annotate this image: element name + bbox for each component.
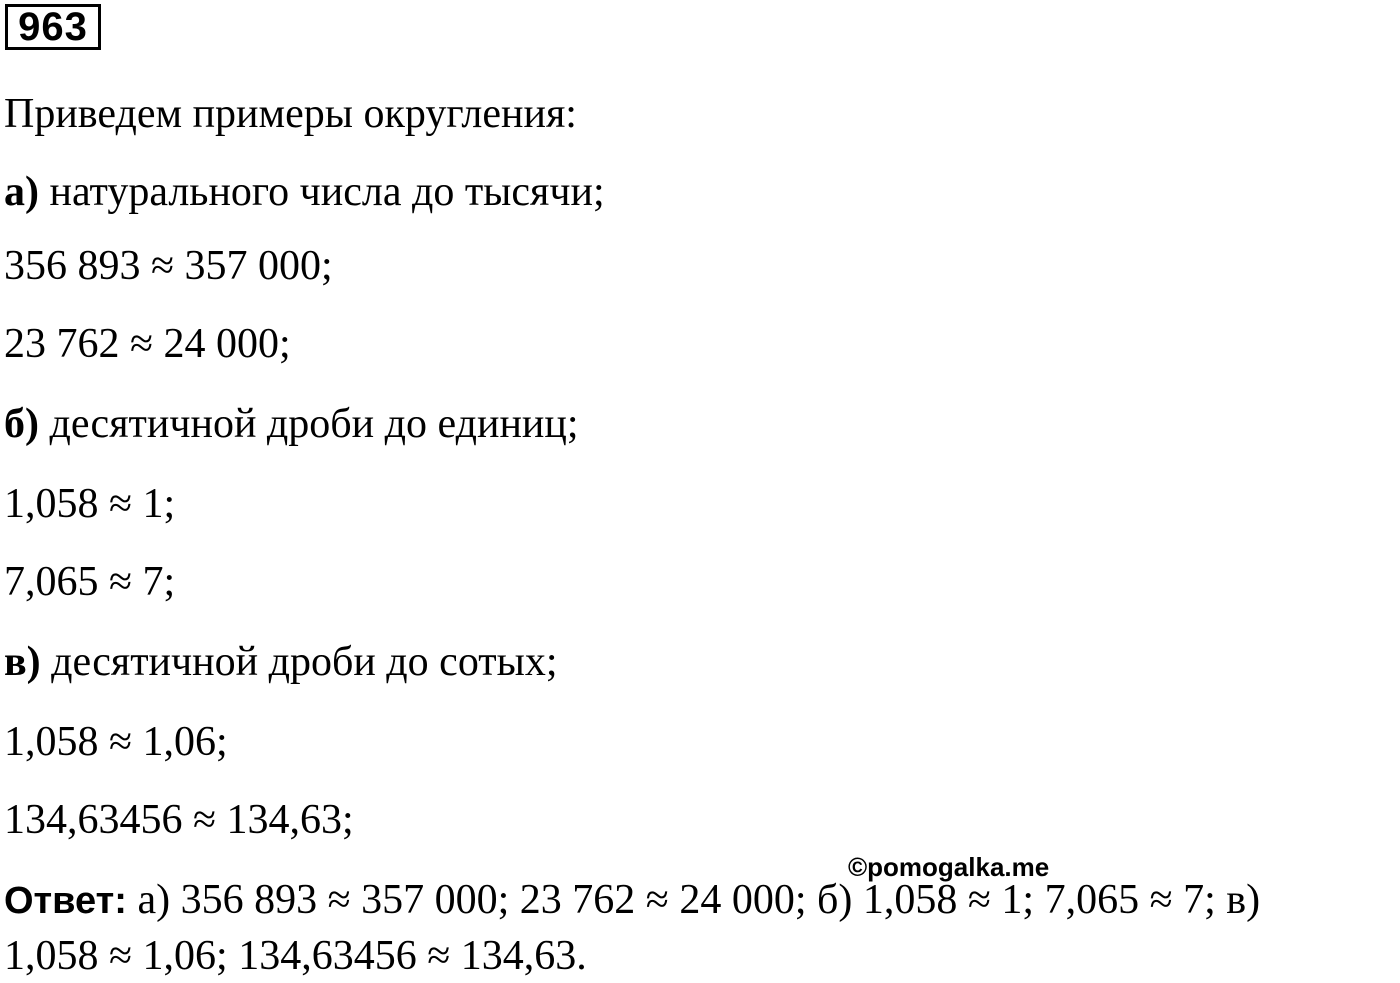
part-c-example-1: 1,058 ≈ 1,06; (4, 719, 228, 765)
answer-line-1 (4, 876, 1260, 925)
part-a-heading (4, 168, 605, 216)
part-b-example-1: 1,058 ≈ 1; (4, 481, 176, 527)
part-b-example-2: 7,065 ≈ 7; (4, 559, 176, 605)
intro-text: Приведем примеры округления: (4, 91, 577, 137)
problem-number-box: 963 (5, 4, 101, 50)
part-a-label: а) (4, 169, 39, 215)
part-a-example-2: 23 762 ≈ 24 000; (4, 321, 291, 367)
answer-line-2: 1,058 ≈ 1,06; 134,63456 ≈ 134,63. (4, 933, 587, 979)
part-c-label: в) (4, 639, 41, 685)
part-b-label: б) (4, 401, 39, 447)
answer-text-1: а) 356 893 ≈ 357 000; 23 762 ≈ 24 000; б) 1,058 ≈ 1; 7,065 ≈ 7; в) (126, 877, 1261, 923)
part-a-example-1: 356 893 ≈ 357 000; (4, 243, 333, 289)
part-a-text: натурального числа до тысячи; (39, 169, 605, 215)
part-c-text: десятичной дроби до сотых; (40, 639, 558, 685)
part-b-text: десятичной дроби до единиц; (39, 401, 579, 447)
part-c-example-2: 134,63456 ≈ 134,63; (4, 797, 354, 843)
part-b-heading (4, 400, 579, 448)
part-c-heading (4, 638, 558, 686)
watermark: ©pomogalka.me (848, 852, 1050, 882)
answer-label: Ответ: (4, 880, 127, 922)
